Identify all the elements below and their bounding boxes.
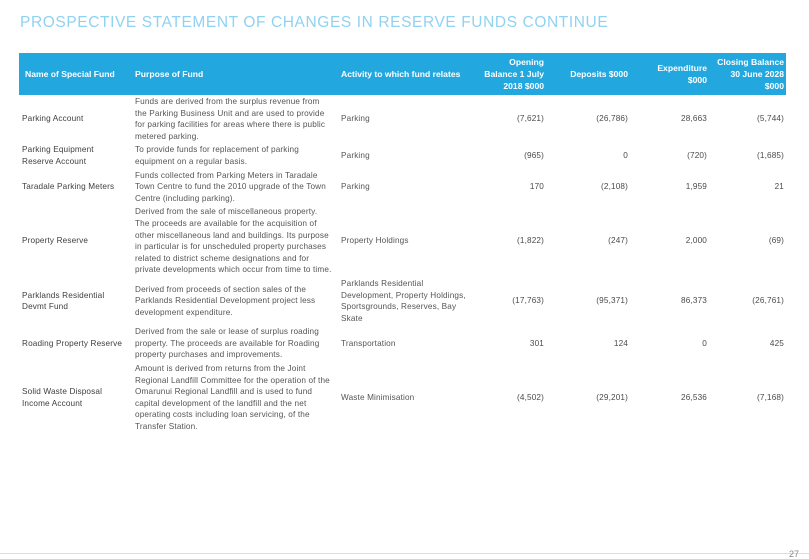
table-row — [19, 169, 786, 206]
fund-activity: Parking — [341, 114, 370, 124]
fund-purpose: Funds collected from Parking Meters in Taradale Town Centre to fund the 2010 upgrade of the Town Centre (including parking). — [135, 170, 326, 203]
fund-activity: Property Holdings — [341, 236, 409, 246]
header-purpose: Purpose of Fund — [131, 53, 337, 95]
fund-purpose: Funds are derived from the surplus revenue from the Parking Business Unit and are used to provide for parking facilities for areas where there is public metered parking. — [135, 97, 326, 141]
header-expenditure: Expenditure $000 — [632, 53, 711, 95]
fund-purpose: Derived from the sale or lease of surplus roading property. The proceeds are available for Roading property purchases and improvements. — [135, 327, 320, 360]
fund-name: Roading Property Reserve — [22, 338, 123, 348]
fund-name: Parking Equipment Reserve Account — [22, 145, 94, 166]
header-closing-balance: Closing Balance 30 June 2028 $000 — [711, 53, 786, 95]
fund-name: Parking Account — [22, 114, 84, 124]
expenditure: 0 — [702, 338, 707, 348]
closing-balance: (1,685) — [757, 151, 784, 161]
opening-balance: 301 — [529, 338, 544, 348]
header-deposits: Deposits $000 — [548, 53, 632, 95]
opening-balance: (965) — [524, 151, 544, 161]
expenditure: 2,000 — [685, 236, 707, 246]
table-row — [19, 205, 786, 277]
reserve-funds-table — [19, 53, 786, 434]
closing-balance: (69) — [768, 236, 784, 246]
opening-balance: (1,822) — [517, 236, 544, 246]
opening-balance: (4,502) — [517, 393, 544, 403]
opening-balance: 170 — [529, 182, 544, 192]
fund-purpose: To provide funds for replacement of parking equipment on a regular basis. — [135, 145, 299, 166]
deposits: 124 — [613, 338, 628, 348]
deposits: (26,786) — [596, 114, 628, 124]
fund-activity: Parking — [341, 182, 370, 192]
fund-name: Taradale Parking Meters — [22, 182, 115, 192]
deposits: (95,371) — [596, 296, 628, 306]
deposits: (247) — [608, 236, 628, 246]
footer-divider — [0, 553, 809, 554]
fund-purpose: Amount is derived from returns from the Joint Regional Landfill Committee for the operation of the Omarunui Regional Landfill and is used to fund capital development of the landfill and the net operating costs including loan servicing, of the Transfer Station. — [135, 364, 330, 432]
closing-balance: 425 — [769, 338, 784, 348]
fund-activity: Parklands Residential Development, Property Holdings, Sportsgrounds, Reserves, Bay Skate — [341, 278, 466, 323]
table-header-row — [19, 53, 786, 95]
fund-activity: Transportation — [341, 338, 396, 348]
table-row — [19, 362, 786, 434]
closing-balance: 21 — [774, 182, 784, 192]
header-activity: Activity to which fund relates — [337, 53, 473, 95]
closing-balance: (7,168) — [757, 393, 784, 403]
fund-name: Property Reserve — [22, 236, 89, 246]
table-row — [19, 95, 786, 143]
page-title: PROSPECTIVE STATEMENT OF CHANGES IN RESERVE FUNDS CONTINUE — [20, 14, 609, 31]
page-number: 27 — [788, 549, 799, 559]
expenditure: 26,536 — [681, 393, 707, 403]
expenditure: 86,373 — [681, 296, 707, 306]
header-opening-balance: Opening Balance 1 July 2018 $000 — [473, 53, 548, 95]
fund-purpose: Derived from proceeds of section sales of the Parklands Residential Development project less development expenditure. — [135, 284, 316, 317]
fund-purpose: Derived from the sale of miscellaneous property. The proceeds are available for the acquisition of other miscellaneous land and buildings. Its purpose in particular is for unscheduled property purchases related to district scheme designations and for private developments which occur from time to time. — [135, 207, 332, 275]
expenditure: 28,663 — [681, 114, 707, 124]
fund-activity: Waste Minimisation — [341, 393, 415, 403]
fund-name: Solid Waste Disposal Income Account — [22, 387, 103, 408]
table-row — [19, 143, 786, 168]
header-name: Name of Special Fund — [19, 53, 131, 95]
opening-balance: (7,621) — [517, 114, 544, 124]
table-row — [19, 325, 786, 362]
closing-balance: (26,761) — [752, 296, 784, 306]
deposits: (29,201) — [596, 393, 628, 403]
fund-name: Parklands Residential Devmt Fund — [22, 290, 105, 312]
expenditure: (720) — [687, 151, 707, 161]
deposits: (2,108) — [601, 182, 628, 192]
table-row — [19, 277, 786, 325]
fund-activity: Parking — [341, 151, 370, 161]
deposits: 0 — [623, 151, 628, 161]
closing-balance: (5,744) — [757, 114, 784, 124]
expenditure: 1,959 — [685, 182, 707, 192]
opening-balance: (17,763) — [512, 296, 544, 306]
